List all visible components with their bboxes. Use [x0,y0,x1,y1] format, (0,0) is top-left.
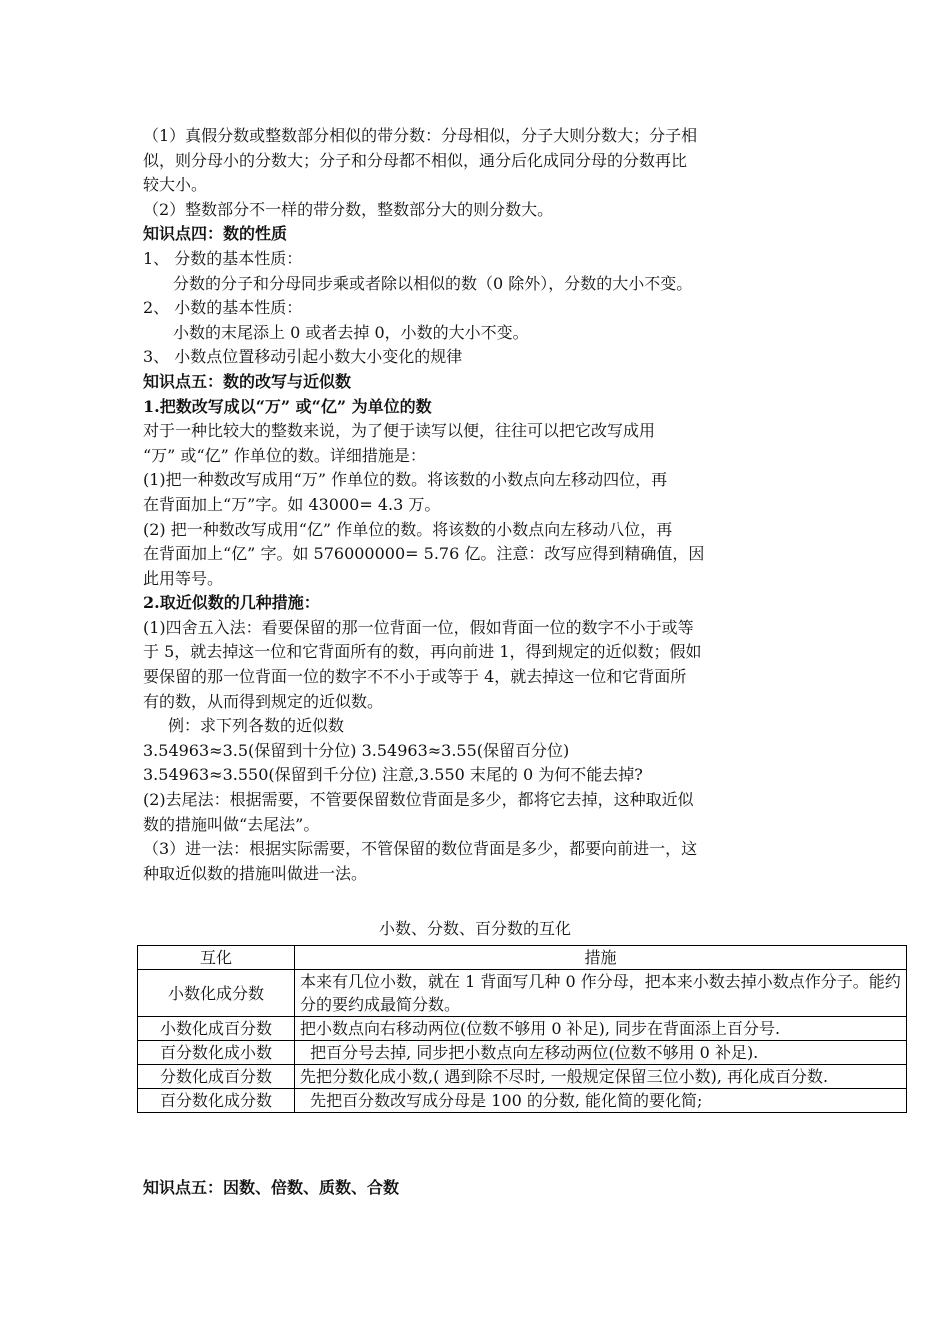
conversion-method: 先把百分数改写成分母是 100 的分数, 能化简的要化简; [295,1089,907,1113]
conversion-method: 把百分号去掉, 同步把小数点向左移动两位(位数不够用 0 补足). [295,1041,907,1065]
text-line: 于 5，就去掉这一位和它背面所有的数，再向前进 1，得到规定的近似数；假如 [143,642,702,662]
text-line: 1、 分数的基本性质： [143,248,303,268]
section-heading: 知识点五：因数、倍数、质数、合数 [143,1178,400,1197]
conversion-name: 小数化成分数 [138,970,295,1017]
column-header: 互化 [138,946,295,970]
text-line: 小数的末尾添上 0 或者去掉 0，小数的大小不变。 [173,322,529,342]
table-row [138,1041,907,1065]
table-header-row [138,946,907,970]
text-line: 3.54963≈3.550(保留到千分位) 注意,3.550 末尾的 0 为何不能去掉? [143,765,643,785]
text-line: (2)去尾法：根据需要，不管要保留数位背面是多少，都将它去掉，这种取近似 [143,790,694,810]
text-line: 2、 小数的基本性质： [143,298,303,318]
conversion-name: 小数化成百分数 [138,1017,295,1041]
conversion-method: 先把分数化成小数,( 遇到除不尽时, 一般规定保留三位小数), 再化成百分数. [295,1065,907,1089]
text-line: 分数的分子和分母同步乘或者除以相似的数（0 除外），分数的大小不变。 [173,273,693,293]
text-line: 此用等号。 [143,568,224,588]
text-line: (1)把一种数改写成用“万” 作单位的数。将该数的小数点向左移动四位，再 [143,470,668,490]
column-header: 措施 [295,946,907,970]
text-line: “万” 或“亿” 作单位的数。详细措施是： [143,445,426,465]
text-line: 3.54963≈3.5(保留到十分位) 3.54963≈3.55(保留百分位) [143,740,570,760]
table-row [138,1065,907,1089]
table-title: 小数、分数、百分数的互化 [378,919,571,938]
conversion-method: 把小数点向右移动两位(位数不够用 0 补足), 同步在背面添上百分号. [295,1017,907,1041]
table-row [138,970,907,1017]
text-line: 在背面加上“万”字。如 43000= 4.3 万。 [143,494,441,514]
text-line: 3、 小数点位置移动引起小数大小变化的规律 [143,347,463,367]
subsection-heading: 1.把数改写成以“万” 或“亿” 为单位的数 [143,396,432,416]
text-line: （1）真假分数或整数部分相似的带分数：分母相似，分子大则分数大；分子相 [143,126,698,145]
subsection-heading: 2.取近似数的几种措施： [143,593,320,613]
text-line: (2) 把一种数改写成用“亿” 作单位的数。将该数的小数点向左移动八位，再 [143,519,673,539]
text-line: 对于一种比较大的整数来说，为了便于读写以便，往往可以把它改写成用 [143,421,656,441]
text-line: 在背面加上“亿” 字。如 576000000= 5.76 亿。注意：改写应得到精确值，因 [143,544,705,564]
section-heading: 知识点四：数的性质 [143,224,288,244]
text-line: 有的数，从而得到规定的近似数。 [143,691,384,711]
text-line: 似，则分母小的分数大；分子和分母都不相似，通分后化成同分母的分数再比 [143,150,688,170]
text-line: 要保留的那一位背面一位的数字不不小于或等于 4，就去掉这一位和它背面所 [143,667,687,687]
body-text [143,124,813,886]
table-row [138,1089,907,1113]
conversion-name: 百分数化成小数 [138,1041,295,1065]
table-row [138,1017,907,1041]
text-line: (1)四舍五入法：看要保留的那一位背面一位，假如背面一位的数字不小于或等 [143,617,694,637]
section-heading: 知识点五：数的改写与近似数 [143,371,352,391]
conversion-method: 本来有几位小数，就在 1 背面写几种 0 作分母，把本来小数去掉小数点作分子。能约分的要约成最简分数。 [295,970,907,1017]
conversion-table [137,945,907,1113]
text-line: （2）整数部分不一样的带分数，整数部分大的则分数大。 [143,199,554,219]
conversion-name: 百分数化成分数 [138,1089,295,1113]
conversion-name: 分数化成百分数 [138,1065,295,1089]
text-line: 种取近似数的措施叫做进一法。 [143,863,368,883]
text-line: 数的措施叫做“去尾法”。 [143,814,320,834]
text-line: （3）进一法：根据实际需要，不管保留的数位背面是多少，都要向前进一，这 [143,839,698,859]
text-line: 较大小。 [143,175,208,195]
text-line: 例：求下列各数的近似数 [168,716,345,736]
